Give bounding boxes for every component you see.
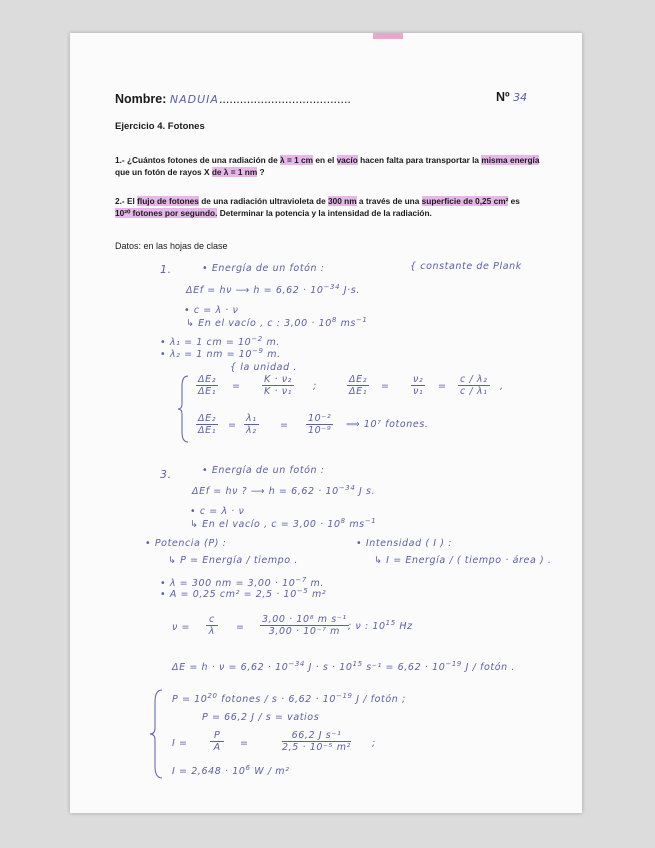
name-row [115,92,351,106]
highlight-wavelength: λ = 1 cm [280,155,314,165]
highlight-photons-per-second: 10²⁰ fotones por segundo. [115,207,218,218]
student-number: 34 [513,91,528,104]
hw-result-photons: ⟹ 10⁷ fotones. [346,419,429,430]
hw-area: • A = 0,25 $cm^2 = 2,5 \cdot 10^{-5}$ m² [160,587,327,601]
hw-unit-note: { la unidad . [230,362,297,373]
hw-power-calc: $P = 10^{20}$ fotones / $s \cdot 6,62 \cdot 10^{-19}$ J / fotón ; [172,692,406,706]
student-name: NADUIA [169,93,219,106]
question-2 [115,196,520,219]
hw-nu-result: ; ν : $10^{15}$ Hz [348,619,413,633]
highlight-xray-wavelength: de λ = 1 nm [211,166,258,177]
highlight-same-energy: misma energía [481,155,540,165]
hw-energy-heading-1: • Energía de un fotón : [202,263,325,274]
exercise-title: Ejercicio 4. Fotones [115,121,205,132]
hw-intensity-def: ↳ I = Energía / ( tiempo · área ) . [374,555,552,566]
hw-c-definition-1: • c = λ · ν [184,305,239,316]
hw-energy-eq-2: ΔEf = hν ? ⟶ $h = 6,62 \cdot 10^{-34}$ J s. [192,484,376,498]
question-2-line-2: 10²⁰ fotones por segundo. Determinar la potencia y la intensidad de la radiación. [115,207,432,218]
hw-power-result: P = 66,2 J / s = vatios [202,712,320,723]
hw-c-definition-2: • c = λ · ν [190,506,245,517]
hw-frac-1: ΔE₂ ΔE₁ [198,374,217,397]
hw-problem-2-number: 3. [160,468,172,481]
hw-frac-2: K · ν₂ K · ν₁ [264,374,293,397]
highlight-300nm: 300 nm [328,196,357,206]
hw-frac-4: ν₂ ν₁ [413,374,424,397]
hw-frac-i-1: P A [210,730,224,753]
hw-lambda-2: • λ₂ = 1 nm = $10^{-9}$ m. [160,347,281,361]
hw-intensity-label: I = [172,738,188,749]
highlight-photon-flux: flujo de fotones [137,196,199,206]
hw-energy-eq-1: ΔEf = hν ⟶ $h = 6,62 \cdot 10^{-34}$ J·s. [186,283,360,297]
hw-intensity-heading: • Intensidad ( I ) : [356,538,453,549]
hw-frac-6: ΔE₂ ΔE₁ [198,413,217,436]
hw-vacuum-2: ↳ En el vacío , $c = 3,00 \cdot 10^8$ $ms^{-1}$ [190,517,377,531]
brace-system-2 [150,688,164,780]
tape-strip [373,33,403,39]
hw-frac-8: 10⁻² 10⁻⁹ [308,413,332,436]
name-dots: ...................................... [218,92,351,106]
question-1-line-1: 1.- ¿Cuántos fotones de una radiación de λ = 1 cm en el vacío hacen falta para transportar la misma energía [115,155,540,165]
hw-delta-e: $\Delta E = h \cdot \nu = 6,62 \cdot 10^{-34}$ $J \cdot s \cdot 10^{15}$ $s^{-1} = 6,62 \cdot 10^{-19}$ J / fotón . [172,660,515,674]
hw-energy-heading-2: • Energía de un fotón : [202,465,325,476]
number-label: Nº [496,90,510,104]
hw-frac-5: c / λ₂ c / λ₁ [460,374,488,397]
number-row [496,90,527,104]
hw-intensity-result: $I = 2,648 \cdot 10^6$ W / m² [172,764,290,778]
brace-system-1 [178,374,190,444]
question-1 [115,155,539,178]
hw-problem-1-number: 1. [160,263,172,276]
hw-lambda-1: • λ₁ = 1 cm = $10^{-2}$ m. [160,335,280,349]
hw-vacuum-1: ↳ En el vacío , c : $3,00 \cdot 10^8$ $ms^{-1}$ [186,316,368,330]
hw-power-def: ↳ P = Energía / tiempo . [168,555,298,566]
hw-frac-i-2: 66,2 J s⁻¹ 2,5 · 10⁻⁵ m² [282,730,351,753]
highlight-vacuum: vacío [336,155,358,165]
question-2-line-1: 2.- El flujo de fotones de una radiación ultravioleta de 300 nm a través de una superficie de 0,25 cm² es [115,196,520,206]
hw-plank-note: { constante de Plank [410,261,522,272]
hw-power-heading: • Potencia (P) : [145,538,227,549]
hw-frac-3: ΔE₂ ΔE₁ [349,374,368,397]
highlight-surface: superficie de 0,25 cm² [421,196,509,206]
hw-nu-label: ν = [172,622,191,633]
hw-frac-nu-1: c λ [206,614,218,637]
hw-frac-nu-2: 3,00 · 10⁸ m s⁻¹ 3,00 · 10⁻⁷ m [262,614,347,637]
hw-lambda-300: • λ = 300 nm = $3,00 \cdot 10^{-7}$ m. [160,576,325,590]
hw-frac-7: λ₁ λ₂ [246,413,257,436]
datos-line: Datos: en las hojas de clase [115,241,228,251]
question-1-line-2: que un fotón de rayos X de λ = 1 nm ? [115,166,265,177]
name-label: Nombre: [115,92,167,106]
